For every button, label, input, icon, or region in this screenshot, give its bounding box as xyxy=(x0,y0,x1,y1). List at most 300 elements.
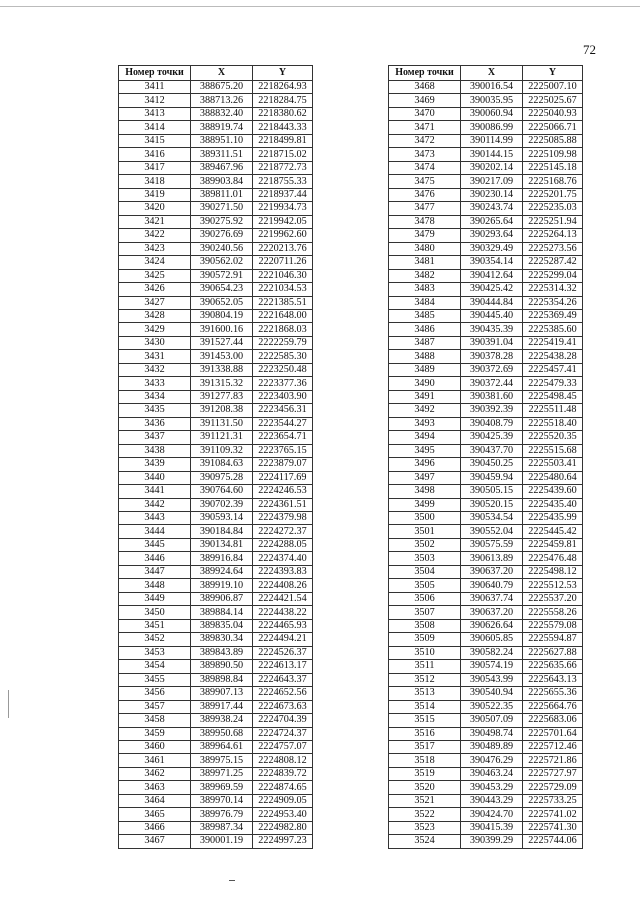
y-coordinate-cell: 2224997.23 xyxy=(253,835,313,848)
x-coordinate-cell: 390445.40 xyxy=(461,309,523,322)
table-row xyxy=(389,592,583,605)
y-coordinate-cell: 2224379.98 xyxy=(253,512,313,525)
point-number-cell: 3471 xyxy=(389,121,461,134)
y-coordinate-cell: 2225435.40 xyxy=(523,498,583,511)
x-coordinate-cell: 390293.64 xyxy=(461,229,523,242)
y-coordinate-cell: 2224374.40 xyxy=(253,552,313,565)
table-row xyxy=(119,336,313,349)
x-coordinate-cell: 389917.44 xyxy=(191,700,253,713)
table-row xyxy=(119,700,313,713)
table-row xyxy=(119,619,313,632)
table-row xyxy=(389,619,583,632)
y-coordinate-cell: 2218264.93 xyxy=(253,81,313,94)
table-row xyxy=(119,552,313,565)
point-number-cell: 3516 xyxy=(389,727,461,740)
point-number-cell: 3511 xyxy=(389,660,461,673)
x-coordinate-cell: 390016.54 xyxy=(461,81,523,94)
table-row xyxy=(119,148,313,161)
point-number-cell: 3486 xyxy=(389,323,461,336)
y-coordinate-cell: 2223377.36 xyxy=(253,377,313,390)
table-row xyxy=(119,188,313,201)
table-row xyxy=(389,390,583,403)
y-coordinate-cell: 2225683.06 xyxy=(523,714,583,727)
y-coordinate-cell: 2225445.42 xyxy=(523,525,583,538)
y-coordinate-cell: 2223456.31 xyxy=(253,404,313,417)
y-coordinate-cell: 2218499.81 xyxy=(253,134,313,147)
x-coordinate-cell: 390450.25 xyxy=(461,458,523,471)
x-coordinate-cell: 390354.14 xyxy=(461,256,523,269)
point-number-cell: 3473 xyxy=(389,148,461,161)
x-coordinate-cell: 390453.29 xyxy=(461,781,523,794)
table-row xyxy=(119,269,313,282)
point-number-cell: 3414 xyxy=(119,121,191,134)
table-row xyxy=(389,660,583,673)
table-row xyxy=(119,660,313,673)
point-number-cell: 3435 xyxy=(119,404,191,417)
table-row xyxy=(119,134,313,147)
table-row xyxy=(119,821,313,834)
x-coordinate-cell: 390372.44 xyxy=(461,377,523,390)
x-coordinate-cell: 390640.79 xyxy=(461,579,523,592)
point-number-cell: 3509 xyxy=(389,633,461,646)
y-coordinate-cell: 2225635.66 xyxy=(523,660,583,673)
point-number-cell: 3427 xyxy=(119,296,191,309)
point-number-cell: 3490 xyxy=(389,377,461,390)
table-row xyxy=(389,296,583,309)
table-row xyxy=(119,121,313,134)
point-number-cell: 3412 xyxy=(119,94,191,107)
y-coordinate-cell: 2225419.41 xyxy=(523,336,583,349)
table-row xyxy=(389,552,583,565)
point-number-cell: 3442 xyxy=(119,498,191,511)
point-number-cell: 3472 xyxy=(389,134,461,147)
y-coordinate-cell: 2223765.15 xyxy=(253,444,313,457)
table-row xyxy=(389,107,583,120)
x-coordinate-cell: 390520.15 xyxy=(461,498,523,511)
x-coordinate-cell: 388951.10 xyxy=(191,134,253,147)
y-coordinate-cell: 2225727.97 xyxy=(523,767,583,780)
x-coordinate-cell: 391315.32 xyxy=(191,377,253,390)
x-coordinate-cell: 390184.84 xyxy=(191,525,253,538)
table-row xyxy=(389,202,583,215)
table-row xyxy=(389,269,583,282)
table-row xyxy=(389,767,583,780)
table-row xyxy=(389,175,583,188)
point-number-cell: 3501 xyxy=(389,525,461,538)
point-number-cell: 3459 xyxy=(119,727,191,740)
point-number-cell: 3424 xyxy=(119,256,191,269)
point-number-cell: 3502 xyxy=(389,538,461,551)
point-number-cell: 3448 xyxy=(119,579,191,592)
point-number-cell: 3494 xyxy=(389,431,461,444)
x-coordinate-cell: 389811.01 xyxy=(191,188,253,201)
table-row xyxy=(389,794,583,807)
y-coordinate-cell: 2221868.03 xyxy=(253,323,313,336)
point-number-cell: 3444 xyxy=(119,525,191,538)
table-row xyxy=(389,431,583,444)
point-number-cell: 3506 xyxy=(389,592,461,605)
table-row xyxy=(119,498,313,511)
table-row xyxy=(389,444,583,457)
point-number-cell: 3504 xyxy=(389,565,461,578)
y-coordinate-cell: 2224724.37 xyxy=(253,727,313,740)
table-row xyxy=(119,323,313,336)
x-coordinate-cell: 389950.68 xyxy=(191,727,253,740)
y-coordinate-cell: 2225273.56 xyxy=(523,242,583,255)
x-coordinate-cell: 390408.79 xyxy=(461,417,523,430)
y-coordinate-cell: 2224613.17 xyxy=(253,660,313,673)
y-coordinate-cell: 2225040.93 xyxy=(523,107,583,120)
table-row xyxy=(119,592,313,605)
y-coordinate-cell: 2224117.69 xyxy=(253,471,313,484)
table-row xyxy=(119,431,313,444)
x-coordinate-cell: 390240.56 xyxy=(191,242,253,255)
y-coordinate-cell: 2224757.07 xyxy=(253,740,313,753)
x-coordinate-cell: 390593.14 xyxy=(191,512,253,525)
header-point-number: Номер точки xyxy=(389,66,461,81)
table-row xyxy=(119,512,313,525)
x-coordinate-cell: 390764.60 xyxy=(191,485,253,498)
point-number-cell: 3462 xyxy=(119,767,191,780)
y-coordinate-cell: 2225459.81 xyxy=(523,538,583,551)
x-coordinate-cell: 390265.64 xyxy=(461,215,523,228)
table-row xyxy=(389,714,583,727)
y-coordinate-cell: 2220213.76 xyxy=(253,242,313,255)
point-number-cell: 3429 xyxy=(119,323,191,336)
x-coordinate-cell: 390572.91 xyxy=(191,269,253,282)
x-coordinate-cell: 389938.24 xyxy=(191,714,253,727)
x-coordinate-cell: 390507.09 xyxy=(461,714,523,727)
x-coordinate-cell: 390605.85 xyxy=(461,633,523,646)
point-number-cell: 3456 xyxy=(119,687,191,700)
y-coordinate-cell: 2225729.09 xyxy=(523,781,583,794)
point-number-cell: 3458 xyxy=(119,714,191,727)
x-coordinate-cell: 389898.84 xyxy=(191,673,253,686)
point-number-cell: 3496 xyxy=(389,458,461,471)
point-number-cell: 3495 xyxy=(389,444,461,457)
table-row xyxy=(119,794,313,807)
table-row xyxy=(389,512,583,525)
point-number-cell: 3521 xyxy=(389,794,461,807)
x-coordinate-cell: 390613.89 xyxy=(461,552,523,565)
table-row xyxy=(389,821,583,834)
table-row xyxy=(389,363,583,376)
table-row xyxy=(389,377,583,390)
x-coordinate-cell: 390534.54 xyxy=(461,512,523,525)
y-coordinate-cell: 2225480.64 xyxy=(523,471,583,484)
x-coordinate-cell: 389907.13 xyxy=(191,687,253,700)
y-coordinate-cell: 2223654.71 xyxy=(253,431,313,444)
x-coordinate-cell: 390399.29 xyxy=(461,835,523,848)
y-coordinate-cell: 2225438.28 xyxy=(523,350,583,363)
y-coordinate-cell: 2219934.73 xyxy=(253,202,313,215)
y-coordinate-cell: 2224361.51 xyxy=(253,498,313,511)
table-row xyxy=(119,94,313,107)
point-number-cell: 3503 xyxy=(389,552,461,565)
header-x: X xyxy=(461,66,523,81)
x-coordinate-cell: 390637.74 xyxy=(461,592,523,605)
point-number-cell: 3519 xyxy=(389,767,461,780)
point-number-cell: 3478 xyxy=(389,215,461,228)
coordinates-table-left xyxy=(118,65,313,849)
y-coordinate-cell: 2219962.60 xyxy=(253,229,313,242)
point-number-cell: 3449 xyxy=(119,592,191,605)
x-coordinate-cell: 390378.28 xyxy=(461,350,523,363)
x-coordinate-cell: 391277.83 xyxy=(191,390,253,403)
x-coordinate-cell: 389467.96 xyxy=(191,161,253,174)
x-coordinate-cell: 390637.20 xyxy=(461,606,523,619)
y-coordinate-cell: 2218284.75 xyxy=(253,94,313,107)
y-coordinate-cell: 2225287.42 xyxy=(523,256,583,269)
y-coordinate-cell: 2225518.40 xyxy=(523,417,583,430)
x-coordinate-cell: 390415.39 xyxy=(461,821,523,834)
y-coordinate-cell: 2225299.04 xyxy=(523,269,583,282)
x-coordinate-cell: 390425.42 xyxy=(461,283,523,296)
point-number-cell: 3493 xyxy=(389,417,461,430)
point-number-cell: 3434 xyxy=(119,390,191,403)
point-number-cell: 3512 xyxy=(389,673,461,686)
x-coordinate-cell: 390230.14 xyxy=(461,188,523,201)
scan-margin-mark xyxy=(8,690,9,718)
point-number-cell: 3489 xyxy=(389,363,461,376)
table-row xyxy=(119,417,313,430)
point-number-cell: 3464 xyxy=(119,794,191,807)
point-number-cell: 3520 xyxy=(389,781,461,794)
point-number-cell: 3418 xyxy=(119,175,191,188)
point-number-cell: 3453 xyxy=(119,646,191,659)
table-row xyxy=(119,229,313,242)
table-row xyxy=(119,256,313,269)
y-coordinate-cell: 2224408.26 xyxy=(253,579,313,592)
point-number-cell: 3419 xyxy=(119,188,191,201)
table-row xyxy=(389,565,583,578)
y-coordinate-cell: 2221034.53 xyxy=(253,283,313,296)
point-number-cell: 3417 xyxy=(119,161,191,174)
table-row xyxy=(119,565,313,578)
table-row xyxy=(389,215,583,228)
point-number-cell: 3428 xyxy=(119,309,191,322)
x-coordinate-cell: 389903.84 xyxy=(191,175,253,188)
table-row xyxy=(119,471,313,484)
table-row xyxy=(389,727,583,740)
y-coordinate-cell: 2225145.18 xyxy=(523,161,583,174)
y-coordinate-cell: 2225741.30 xyxy=(523,821,583,834)
x-coordinate-cell: 389906.87 xyxy=(191,592,253,605)
table-row xyxy=(389,646,583,659)
table-row xyxy=(119,646,313,659)
y-coordinate-cell: 2225503.41 xyxy=(523,458,583,471)
x-coordinate-cell: 390134.81 xyxy=(191,538,253,551)
x-coordinate-cell: 389311.51 xyxy=(191,148,253,161)
table-row xyxy=(389,283,583,296)
x-coordinate-cell: 390437.70 xyxy=(461,444,523,457)
x-coordinate-cell: 389964.61 xyxy=(191,740,253,753)
y-coordinate-cell: 2225235.03 xyxy=(523,202,583,215)
x-coordinate-cell: 390637.20 xyxy=(461,565,523,578)
scan-edge-line xyxy=(0,6,640,7)
point-number-cell: 3439 xyxy=(119,458,191,471)
table-row xyxy=(389,404,583,417)
point-number-cell: 3430 xyxy=(119,336,191,349)
table-row xyxy=(119,767,313,780)
header-point-number: Номер точки xyxy=(119,66,191,81)
table-row xyxy=(389,309,583,322)
y-coordinate-cell: 2225627.88 xyxy=(523,646,583,659)
table-row xyxy=(389,417,583,430)
y-coordinate-cell: 2218772.73 xyxy=(253,161,313,174)
point-number-cell: 3500 xyxy=(389,512,461,525)
point-number-cell: 3487 xyxy=(389,336,461,349)
x-coordinate-cell: 390001.19 xyxy=(191,835,253,848)
x-coordinate-cell: 390702.39 xyxy=(191,498,253,511)
point-number-cell: 3422 xyxy=(119,229,191,242)
table-row xyxy=(119,458,313,471)
table-row xyxy=(389,673,583,686)
y-coordinate-cell: 2225369.49 xyxy=(523,309,583,322)
x-coordinate-cell: 390202.14 xyxy=(461,161,523,174)
x-coordinate-cell: 388832.40 xyxy=(191,107,253,120)
y-coordinate-cell: 2224246.53 xyxy=(253,485,313,498)
point-number-cell: 3517 xyxy=(389,740,461,753)
table-row xyxy=(389,579,583,592)
point-number-cell: 3441 xyxy=(119,485,191,498)
coordinates-table-right xyxy=(388,65,583,849)
y-coordinate-cell: 2218937.44 xyxy=(253,188,313,201)
x-coordinate-cell: 390114.99 xyxy=(461,134,523,147)
table-row xyxy=(389,808,583,821)
y-coordinate-cell: 2224393.83 xyxy=(253,565,313,578)
table-row xyxy=(119,81,313,94)
point-number-cell: 3499 xyxy=(389,498,461,511)
y-coordinate-cell: 2222259.79 xyxy=(253,336,313,349)
table-row xyxy=(119,296,313,309)
y-coordinate-cell: 2225498.12 xyxy=(523,565,583,578)
table-row xyxy=(389,148,583,161)
y-coordinate-cell: 2225741.02 xyxy=(523,808,583,821)
point-number-cell: 3498 xyxy=(389,485,461,498)
point-number-cell: 3446 xyxy=(119,552,191,565)
y-coordinate-cell: 2218380.62 xyxy=(253,107,313,120)
table-row xyxy=(389,121,583,134)
table-row xyxy=(389,188,583,201)
table-row xyxy=(389,458,583,471)
point-number-cell: 3437 xyxy=(119,431,191,444)
table-row xyxy=(119,727,313,740)
y-coordinate-cell: 2224643.37 xyxy=(253,673,313,686)
point-number-cell: 3416 xyxy=(119,148,191,161)
y-coordinate-cell: 2225264.13 xyxy=(523,229,583,242)
table-row xyxy=(389,485,583,498)
table-row xyxy=(119,107,313,120)
y-coordinate-cell: 2224526.37 xyxy=(253,646,313,659)
y-coordinate-cell: 2225385.60 xyxy=(523,323,583,336)
x-coordinate-cell: 390412.64 xyxy=(461,269,523,282)
table-row xyxy=(389,606,583,619)
point-number-cell: 3450 xyxy=(119,606,191,619)
y-coordinate-cell: 2224673.63 xyxy=(253,700,313,713)
point-number-cell: 3415 xyxy=(119,134,191,147)
y-coordinate-cell: 2225498.45 xyxy=(523,390,583,403)
table-row xyxy=(389,242,583,255)
y-coordinate-cell: 2225251.94 xyxy=(523,215,583,228)
x-coordinate-cell: 391109.32 xyxy=(191,444,253,457)
x-coordinate-cell: 390463.24 xyxy=(461,767,523,780)
table-row xyxy=(119,377,313,390)
y-coordinate-cell: 2225511.48 xyxy=(523,404,583,417)
point-number-cell: 3421 xyxy=(119,215,191,228)
point-number-cell: 3465 xyxy=(119,808,191,821)
x-coordinate-cell: 390391.04 xyxy=(461,336,523,349)
x-coordinate-cell: 390543.99 xyxy=(461,673,523,686)
point-number-cell: 3432 xyxy=(119,363,191,376)
point-number-cell: 3451 xyxy=(119,619,191,632)
y-coordinate-cell: 2225712.46 xyxy=(523,740,583,753)
point-number-cell: 3413 xyxy=(119,107,191,120)
point-number-cell: 3515 xyxy=(389,714,461,727)
point-number-cell: 3463 xyxy=(119,781,191,794)
table-row xyxy=(389,740,583,753)
x-coordinate-cell: 390425.39 xyxy=(461,431,523,444)
point-number-cell: 3445 xyxy=(119,538,191,551)
x-coordinate-cell: 390243.74 xyxy=(461,202,523,215)
x-coordinate-cell: 390626.64 xyxy=(461,619,523,632)
point-number-cell: 3488 xyxy=(389,350,461,363)
x-coordinate-cell: 390217.09 xyxy=(461,175,523,188)
x-coordinate-cell: 389924.64 xyxy=(191,565,253,578)
x-coordinate-cell: 391131.50 xyxy=(191,417,253,430)
point-number-cell: 3433 xyxy=(119,377,191,390)
y-coordinate-cell: 2225066.71 xyxy=(523,121,583,134)
point-number-cell: 3518 xyxy=(389,754,461,767)
y-coordinate-cell: 2224421.54 xyxy=(253,592,313,605)
x-coordinate-cell: 389987.34 xyxy=(191,821,253,834)
y-coordinate-cell: 2224808.12 xyxy=(253,754,313,767)
x-coordinate-cell: 390275.92 xyxy=(191,215,253,228)
point-number-cell: 3423 xyxy=(119,242,191,255)
table-row xyxy=(119,673,313,686)
table-row xyxy=(389,498,583,511)
x-coordinate-cell: 389835.04 xyxy=(191,619,253,632)
point-number-cell: 3484 xyxy=(389,296,461,309)
x-coordinate-cell: 389916.84 xyxy=(191,552,253,565)
table-row xyxy=(389,336,583,349)
x-coordinate-cell: 388675.20 xyxy=(191,81,253,94)
y-coordinate-cell: 2224652.56 xyxy=(253,687,313,700)
table-row xyxy=(389,94,583,107)
point-number-cell: 3425 xyxy=(119,269,191,282)
x-coordinate-cell: 391208.38 xyxy=(191,404,253,417)
x-coordinate-cell: 390060.94 xyxy=(461,107,523,120)
point-number-cell: 3436 xyxy=(119,417,191,430)
table-row xyxy=(119,485,313,498)
table-row xyxy=(389,687,583,700)
y-coordinate-cell: 2224704.39 xyxy=(253,714,313,727)
y-coordinate-cell: 2225476.48 xyxy=(523,552,583,565)
table-row xyxy=(119,835,313,848)
x-coordinate-cell: 391453.00 xyxy=(191,350,253,363)
x-coordinate-cell: 390540.94 xyxy=(461,687,523,700)
y-coordinate-cell: 2225168.76 xyxy=(523,175,583,188)
y-coordinate-cell: 2225594.87 xyxy=(523,633,583,646)
table-row xyxy=(119,525,313,538)
point-number-cell: 3491 xyxy=(389,390,461,403)
table-row xyxy=(389,633,583,646)
y-coordinate-cell: 2220711.26 xyxy=(253,256,313,269)
point-number-cell: 3476 xyxy=(389,188,461,201)
x-coordinate-cell: 390372.69 xyxy=(461,363,523,376)
y-coordinate-cell: 2225515.68 xyxy=(523,444,583,457)
y-coordinate-cell: 2225537.20 xyxy=(523,592,583,605)
